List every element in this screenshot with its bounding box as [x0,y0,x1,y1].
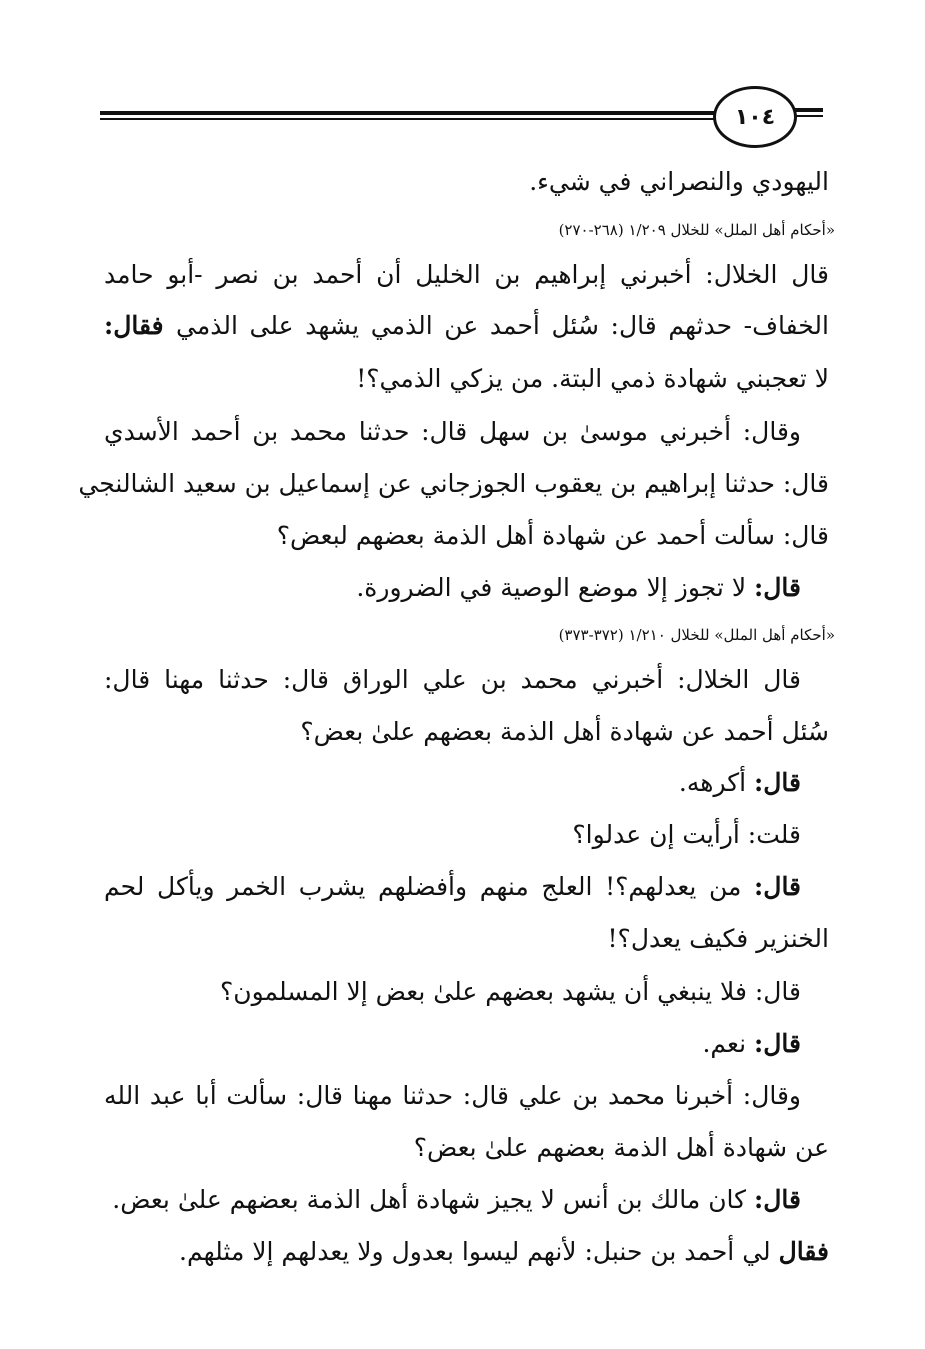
text-line: قال الخلال: أخبرني إبراهيم بن الخليل أن أحمد بن نصر -أبو حامد [104,260,829,289]
text-line: قلت: أرأيت إن عدلوا؟ [572,820,801,849]
header-rule-thin [100,118,720,120]
text-line: قال: حدثنا إبراهيم بن يعقوب الجوزجاني عن إسماعيل بن سعيد الشالنجي [78,469,829,498]
text-line: قال: لا تجوز إلا موضع الوصية في الضرورة. [356,573,801,602]
text-line: قال: سألت أحمد عن شهادة أهل الذمة بعضهم لبعض؟ [276,521,829,550]
text-line: فقال لي أحمد بن حنبل: لأنهم ليسوا بعدول ولا يعدلهم إلا مثلهم. [179,1237,829,1266]
page-number-badge [713,86,797,148]
page-number: ١٠٤ [734,104,776,130]
text-line: لا تعجبني شهادة ذمي البتة. من يزكي الذمي؟! [356,364,829,393]
source-citation: «أحكام أهل الملل» للخلال ١/٢١٠ (٣٧٢-٣٧٣) [558,626,835,644]
header-rule-thick [100,111,720,115]
text-line: قال: أكرهه. [678,768,801,797]
text-line: سُئل أحمد عن شهادة أهل الذمة بعضهم علىٰ بعض؟ [300,717,829,746]
text-line: عن شهادة أهل الذمة بعضهم علىٰ بعض؟ [413,1133,829,1162]
text-line: قال: فلا ينبغي أن يشهد بعضهم علىٰ بعض إلا المسلمون؟ [219,977,801,1006]
source-citation: «أحكام أهل الملل» للخلال ١/٢٠٩ (٢٦٨-٢٧٠) [558,221,835,239]
text-line: الخفاف- حدثهم قال: سُئل أحمد عن الذمي يشهد على الذمي فقال: [104,311,829,340]
text-line: الخنزير فكيف يعدل؟! [607,924,829,953]
text-line: اليهودي والنصراني في شيء. [529,167,829,196]
text-line: قال: كان مالك بن أنس لا يجيز شهادة أهل الذمة بعضهم علىٰ بعض. [112,1185,801,1214]
text-line: قال: من يعدلهم؟! العلج منهم وأفضلهم يشرب الخمر ويأكل لحم [104,872,802,901]
text-line: قال: نعم. [702,1029,801,1058]
text-line: وقال: أخبرنا محمد بن علي قال: حدثنا مهنا قال: سألت أبا عبد الله [104,1081,801,1110]
text-line: قال الخلال: أخبرني محمد بن علي الوراق قال: حدثنا مهنا قال: [104,665,801,694]
text-line: وقال: أخبرني موسىٰ بن سهل قال: حدثنا محمد بن أحمد الأسدي [104,417,801,446]
